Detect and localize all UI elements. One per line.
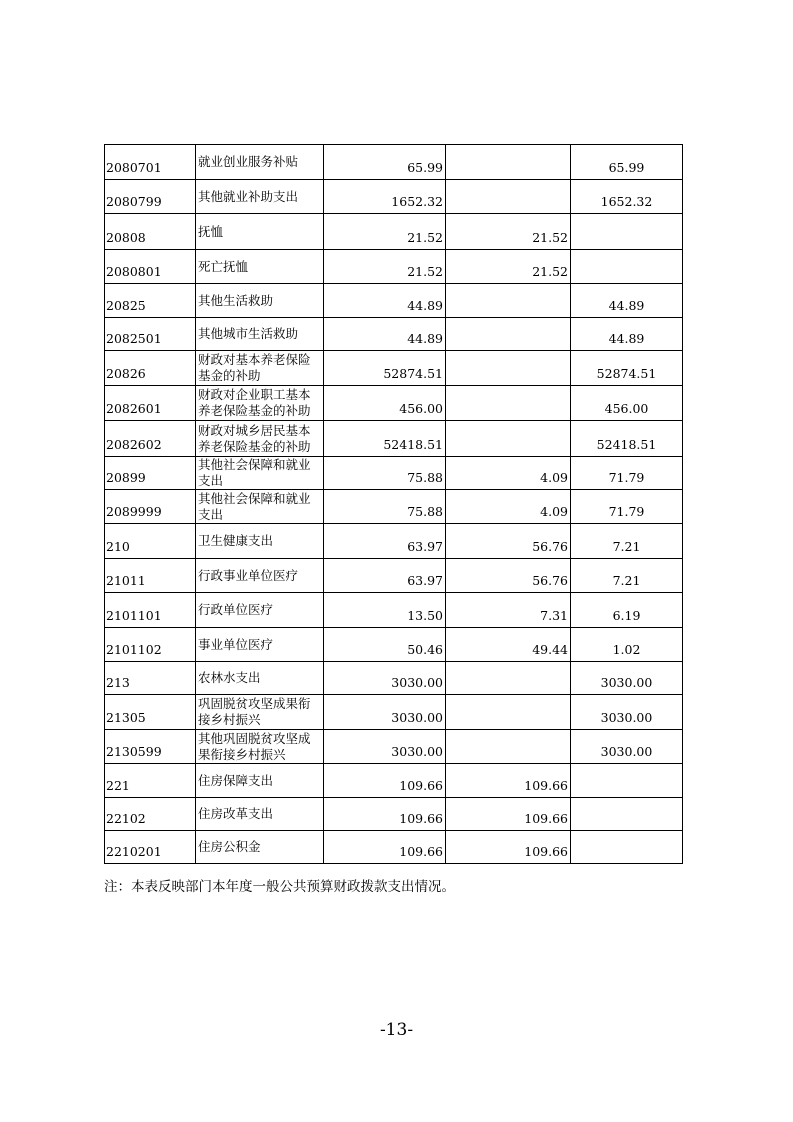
subject-code-cell: 2130599 bbox=[105, 730, 196, 764]
subject-code-cell: 20899 bbox=[105, 457, 196, 490]
table-row bbox=[105, 662, 683, 695]
subject-name-cell bbox=[196, 457, 324, 490]
total-amount-cell: 109.66 bbox=[324, 764, 446, 798]
subject-name-line: 住房改革支出 bbox=[198, 806, 274, 821]
subject-name-cell bbox=[196, 250, 324, 284]
table-row bbox=[105, 764, 683, 798]
subject-code-cell: 2080799 bbox=[105, 180, 196, 214]
table-row bbox=[105, 351, 683, 386]
subject-name-line: 养老保险基金的补助 bbox=[198, 403, 311, 418]
subject-name-line: 财政对城乡居民基本 bbox=[198, 422, 311, 438]
subject-name-cell bbox=[196, 214, 324, 250]
subject-code-cell: 210 bbox=[105, 524, 196, 559]
project-expenditure-cell: 7.21 bbox=[571, 524, 683, 559]
table-row bbox=[105, 180, 683, 214]
project-expenditure-cell: 456.00 bbox=[571, 386, 683, 421]
subject-code-cell: 2089999 bbox=[105, 490, 196, 524]
total-amount-cell: 75.88 bbox=[324, 490, 446, 524]
table-row bbox=[105, 695, 683, 730]
project-expenditure-cell bbox=[571, 831, 683, 864]
table-row bbox=[105, 730, 683, 764]
subject-name-line: 其他社会保障和就业 bbox=[198, 490, 311, 506]
total-amount-cell: 75.88 bbox=[324, 457, 446, 490]
total-amount-cell: 50.46 bbox=[324, 628, 446, 662]
basic-expenditure-cell: 21.52 bbox=[446, 214, 571, 250]
subject-code-cell: 2080801 bbox=[105, 250, 196, 284]
subject-name-line: 行政事业单位医疗 bbox=[198, 567, 299, 583]
project-expenditure-cell: 71.79 bbox=[571, 490, 683, 524]
basic-expenditure-cell bbox=[446, 730, 571, 764]
subject-name-cell bbox=[196, 628, 324, 662]
subject-code-cell: 21305 bbox=[105, 695, 196, 730]
budget-expenditure-table bbox=[104, 144, 683, 864]
basic-expenditure-cell bbox=[446, 695, 571, 730]
subject-name-cell bbox=[196, 695, 324, 730]
total-amount-cell: 456.00 bbox=[324, 386, 446, 421]
subject-name-line: 巩固脱贫攻坚成果衔 bbox=[198, 696, 311, 711]
subject-name-line: 抚恤 bbox=[198, 223, 224, 239]
subject-name-cell bbox=[196, 524, 324, 559]
subject-name-line: 事业单位医疗 bbox=[198, 636, 274, 652]
subject-name-line: 农林水支出 bbox=[198, 670, 261, 685]
subject-name-line: 支出 bbox=[198, 473, 224, 488]
total-amount-cell: 52418.51 bbox=[324, 421, 446, 457]
subject-name-cell bbox=[196, 490, 324, 524]
project-expenditure-cell bbox=[571, 798, 683, 831]
table-row bbox=[105, 798, 683, 831]
basic-expenditure-cell: 4.09 bbox=[446, 490, 571, 524]
project-expenditure-cell: 7.21 bbox=[571, 559, 683, 593]
project-expenditure-cell: 65.99 bbox=[571, 145, 683, 180]
project-expenditure-cell: 1.02 bbox=[571, 628, 683, 662]
total-amount-cell: 109.66 bbox=[324, 798, 446, 831]
subject-name-line: 住房保障支出 bbox=[198, 772, 274, 788]
basic-expenditure-cell bbox=[446, 351, 571, 386]
total-amount-cell: 13.50 bbox=[324, 593, 446, 628]
basic-expenditure-cell: 4.09 bbox=[446, 457, 571, 490]
project-expenditure-cell: 3030.00 bbox=[571, 662, 683, 695]
project-expenditure-cell: 71.79 bbox=[571, 457, 683, 490]
subject-code-cell: 2101102 bbox=[105, 628, 196, 662]
table-row bbox=[105, 318, 683, 351]
basic-expenditure-cell bbox=[446, 145, 571, 180]
subject-code-cell: 2210201 bbox=[105, 831, 196, 864]
total-amount-cell: 109.66 bbox=[324, 831, 446, 864]
subject-name-line: 其他就业补助支出 bbox=[198, 188, 299, 204]
subject-name-line: 支出 bbox=[198, 506, 224, 522]
table-row bbox=[105, 490, 683, 524]
table-row bbox=[105, 214, 683, 250]
basic-expenditure-cell bbox=[446, 386, 571, 421]
table-row bbox=[105, 250, 683, 284]
total-amount-cell: 44.89 bbox=[324, 284, 446, 318]
subject-code-cell: 2101101 bbox=[105, 593, 196, 628]
subject-name-line: 接乡村振兴 bbox=[198, 712, 261, 727]
subject-name-cell bbox=[196, 351, 324, 386]
subject-name-cell bbox=[196, 284, 324, 318]
subject-name-line: 就业创业服务补贴 bbox=[198, 154, 299, 169]
subject-name-line: 财政对基本养老保险 bbox=[198, 352, 311, 367]
total-amount-cell: 44.89 bbox=[324, 318, 446, 351]
basic-expenditure-cell: 49.44 bbox=[446, 628, 571, 662]
total-amount-cell: 3030.00 bbox=[324, 730, 446, 764]
subject-name-line: 其他城市生活救助 bbox=[198, 326, 299, 341]
subject-name-line: 财政对企业职工基本 bbox=[198, 387, 311, 402]
subject-name-cell bbox=[196, 730, 324, 764]
table-row bbox=[105, 559, 683, 593]
subject-name-line: 果衔接乡村振兴 bbox=[198, 746, 286, 762]
project-expenditure-cell: 52418.51 bbox=[571, 421, 683, 457]
basic-expenditure-cell bbox=[446, 284, 571, 318]
total-amount-cell: 1652.32 bbox=[324, 180, 446, 214]
basic-expenditure-cell: 7.31 bbox=[446, 593, 571, 628]
basic-expenditure-cell: 109.66 bbox=[446, 764, 571, 798]
subject-name-line: 养老保险基金的补助 bbox=[198, 438, 311, 454]
table-row bbox=[105, 284, 683, 318]
project-expenditure-cell: 3030.00 bbox=[571, 730, 683, 764]
basic-expenditure-cell: 109.66 bbox=[446, 798, 571, 831]
table-row bbox=[105, 593, 683, 628]
project-expenditure-cell: 1652.32 bbox=[571, 180, 683, 214]
subject-name-line: 基金的补助 bbox=[198, 368, 261, 383]
subject-code-cell: 20808 bbox=[105, 214, 196, 250]
basic-expenditure-cell bbox=[446, 318, 571, 351]
total-amount-cell: 21.52 bbox=[324, 250, 446, 284]
subject-code-cell: 20825 bbox=[105, 284, 196, 318]
basic-expenditure-cell bbox=[446, 180, 571, 214]
subject-name-cell bbox=[196, 421, 324, 457]
subject-code-cell: 20826 bbox=[105, 351, 196, 386]
subject-name-line: 住房公积金 bbox=[198, 839, 261, 854]
subject-name-cell bbox=[196, 593, 324, 628]
project-expenditure-cell bbox=[571, 250, 683, 284]
table-row bbox=[105, 421, 683, 457]
table-row bbox=[105, 457, 683, 490]
subject-name-cell bbox=[196, 318, 324, 351]
total-amount-cell: 21.52 bbox=[324, 214, 446, 250]
subject-code-cell: 221 bbox=[105, 764, 196, 798]
subject-code-cell: 22102 bbox=[105, 798, 196, 831]
basic-expenditure-cell: 109.66 bbox=[446, 831, 571, 864]
basic-expenditure-cell: 56.76 bbox=[446, 559, 571, 593]
table-footnote: 注：本表反映部门本年度一般公共预算财政拨款支出情况。 bbox=[104, 879, 455, 895]
project-expenditure-cell bbox=[571, 214, 683, 250]
table-row bbox=[105, 628, 683, 662]
project-expenditure-cell: 3030.00 bbox=[571, 695, 683, 730]
subject-code-cell: 213 bbox=[105, 662, 196, 695]
subject-name-cell bbox=[196, 831, 324, 864]
subject-name-line: 其他社会保障和就业 bbox=[198, 457, 311, 472]
project-expenditure-cell: 6.19 bbox=[571, 593, 683, 628]
basic-expenditure-cell: 56.76 bbox=[446, 524, 571, 559]
total-amount-cell: 52874.51 bbox=[324, 351, 446, 386]
total-amount-cell: 65.99 bbox=[324, 145, 446, 180]
subject-name-line: 行政单位医疗 bbox=[198, 602, 274, 617]
total-amount-cell: 3030.00 bbox=[324, 662, 446, 695]
subject-name-line: 其他生活救助 bbox=[198, 292, 274, 308]
page-number: -13- bbox=[379, 1020, 414, 1040]
subject-code-cell: 2080701 bbox=[105, 145, 196, 180]
subject-name-cell bbox=[196, 386, 324, 421]
basic-expenditure-cell bbox=[446, 421, 571, 457]
subject-name-cell bbox=[196, 798, 324, 831]
subject-name-line: 死亡抚恤 bbox=[198, 258, 249, 274]
total-amount-cell: 63.97 bbox=[324, 524, 446, 559]
subject-code-cell: 2082501 bbox=[105, 318, 196, 351]
project-expenditure-cell: 44.89 bbox=[571, 318, 683, 351]
subject-name-cell bbox=[196, 662, 324, 695]
subject-name-line: 卫生健康支出 bbox=[198, 533, 274, 548]
subject-name-cell bbox=[196, 145, 324, 180]
table-row bbox=[105, 145, 683, 180]
subject-name-cell bbox=[196, 559, 324, 593]
subject-code-cell: 2082602 bbox=[105, 421, 196, 457]
project-expenditure-cell: 52874.51 bbox=[571, 351, 683, 386]
total-amount-cell: 63.97 bbox=[324, 559, 446, 593]
table-row bbox=[105, 831, 683, 864]
table-row bbox=[105, 524, 683, 559]
subject-name-cell bbox=[196, 764, 324, 798]
total-amount-cell: 3030.00 bbox=[324, 695, 446, 730]
subject-name-line: 其他巩固脱贫攻坚成 bbox=[198, 730, 311, 746]
table-row bbox=[105, 386, 683, 421]
subject-code-cell: 2082601 bbox=[105, 386, 196, 421]
project-expenditure-cell: 44.89 bbox=[571, 284, 683, 318]
project-expenditure-cell bbox=[571, 764, 683, 798]
subject-name-cell bbox=[196, 180, 324, 214]
subject-code-cell: 21011 bbox=[105, 559, 196, 593]
basic-expenditure-cell bbox=[446, 662, 571, 695]
basic-expenditure-cell: 21.52 bbox=[446, 250, 571, 284]
